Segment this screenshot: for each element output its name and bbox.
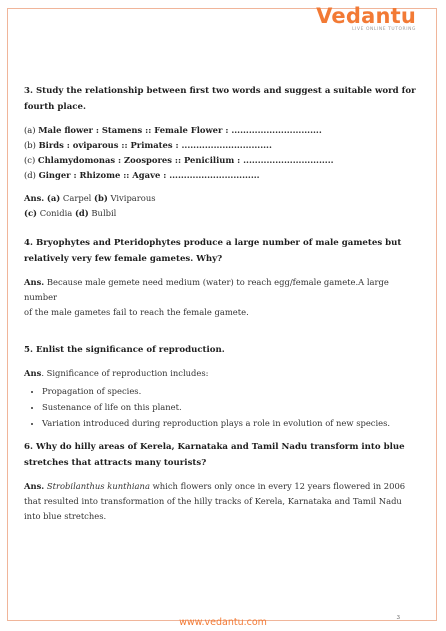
option-text: Ginger : Rhizome :: Agave : ............................... xyxy=(38,170,260,180)
question-6-line-2: stretches that attracts many tourists? xyxy=(24,458,207,468)
option-d xyxy=(24,168,420,183)
answer-label: Ans xyxy=(24,368,42,378)
answer-6-line-3: into blue stretches. xyxy=(24,511,107,521)
answer-5-text: . Significance of reproduction includes: xyxy=(41,368,209,378)
option-text: Male flower : Stamens :: Female Flower : ............................... xyxy=(38,125,322,135)
answer-label: Ans. xyxy=(24,277,45,287)
option-label: (a) xyxy=(24,125,36,135)
question-6-line-1: 6. Why do hilly areas of Kerela, Karnataka and Tamil Nadu transform into blue xyxy=(24,442,405,452)
question-4 xyxy=(24,235,420,267)
answer-3-line-1 xyxy=(24,191,420,206)
page-number: 3 xyxy=(396,615,400,621)
question-3-line-2: fourth place. xyxy=(24,102,86,112)
footer-url[interactable]: www.vedantu.com xyxy=(179,617,267,628)
document-content xyxy=(24,83,420,524)
answer-c-text: Conidia xyxy=(39,208,73,218)
answer-a-text: Carpel xyxy=(62,193,92,203)
question-3 xyxy=(24,83,420,115)
answer-6-line-1 xyxy=(24,479,420,494)
option-a xyxy=(24,123,420,138)
logo-wordmark: Vedantu xyxy=(316,4,416,28)
answer-d-label: (d) xyxy=(74,208,89,218)
question-3-line-1: 3. Study the relationship between first two words and suggest a suitable word for xyxy=(24,86,416,96)
option-text: Chlamydomonas : Zoospores :: Penicilium : ............................... xyxy=(37,155,334,165)
option-c xyxy=(24,153,420,168)
species-name: Strobilanthus kunthiana xyxy=(46,481,150,491)
answer-label: Ans. xyxy=(24,481,45,491)
question-3-options xyxy=(24,123,420,183)
list-item: • Variation introduced during reproduction plays a role in evolution of new species. xyxy=(42,415,420,431)
question-4-line-2: relatively very few female gametes. Why? xyxy=(24,254,223,264)
answer-6-text: which flowers only once in every 12 years flowered in 2006 xyxy=(149,481,406,491)
option-b xyxy=(24,138,420,153)
answer-b-label: (b) xyxy=(94,193,108,203)
answer-b-text: Viviparous xyxy=(110,193,156,203)
answer-d-text: Bulbil xyxy=(91,208,117,218)
question-4-line-1: 4. Bryophytes and Pteridophytes produce a large number of male gametes but xyxy=(24,238,402,248)
answer-5 xyxy=(24,366,420,381)
option-label: (b) xyxy=(24,140,36,150)
answer-label: Ans. xyxy=(24,193,45,203)
answer-4-text: Because male gemete need medium (water) to reach egg/female gamete.A large number xyxy=(24,277,389,302)
answer-6-line-2: that resulted into transformation of the hilly tracks of Kerela, Karnataka and Tamil Nadu xyxy=(24,496,402,506)
question-5-line-1: 5. Enlist the significance of reproduction. xyxy=(24,345,225,355)
option-label: (d) xyxy=(24,170,36,180)
option-text: Birds : oviparous :: Primates : ............................... xyxy=(38,140,272,150)
vedantu-logo[interactable] xyxy=(316,4,416,32)
significance-list xyxy=(24,383,420,431)
question-5 xyxy=(24,342,420,358)
answer-3-line-2 xyxy=(24,206,420,221)
answer-4-line-2: of the male gametes fail to reach the female gamete. xyxy=(24,307,249,317)
list-item: • Propagation of species. xyxy=(42,383,420,399)
question-6 xyxy=(24,439,420,471)
answer-c-label: (c) xyxy=(24,208,38,218)
logo-tagline: LIVE ONLINE TUTORING xyxy=(352,27,416,32)
answer-a-label: (a) xyxy=(46,193,61,203)
answer-4-line-1 xyxy=(24,275,420,305)
option-label: (c) xyxy=(24,155,36,165)
list-item: • Sustenance of life on this planet. xyxy=(42,399,420,415)
